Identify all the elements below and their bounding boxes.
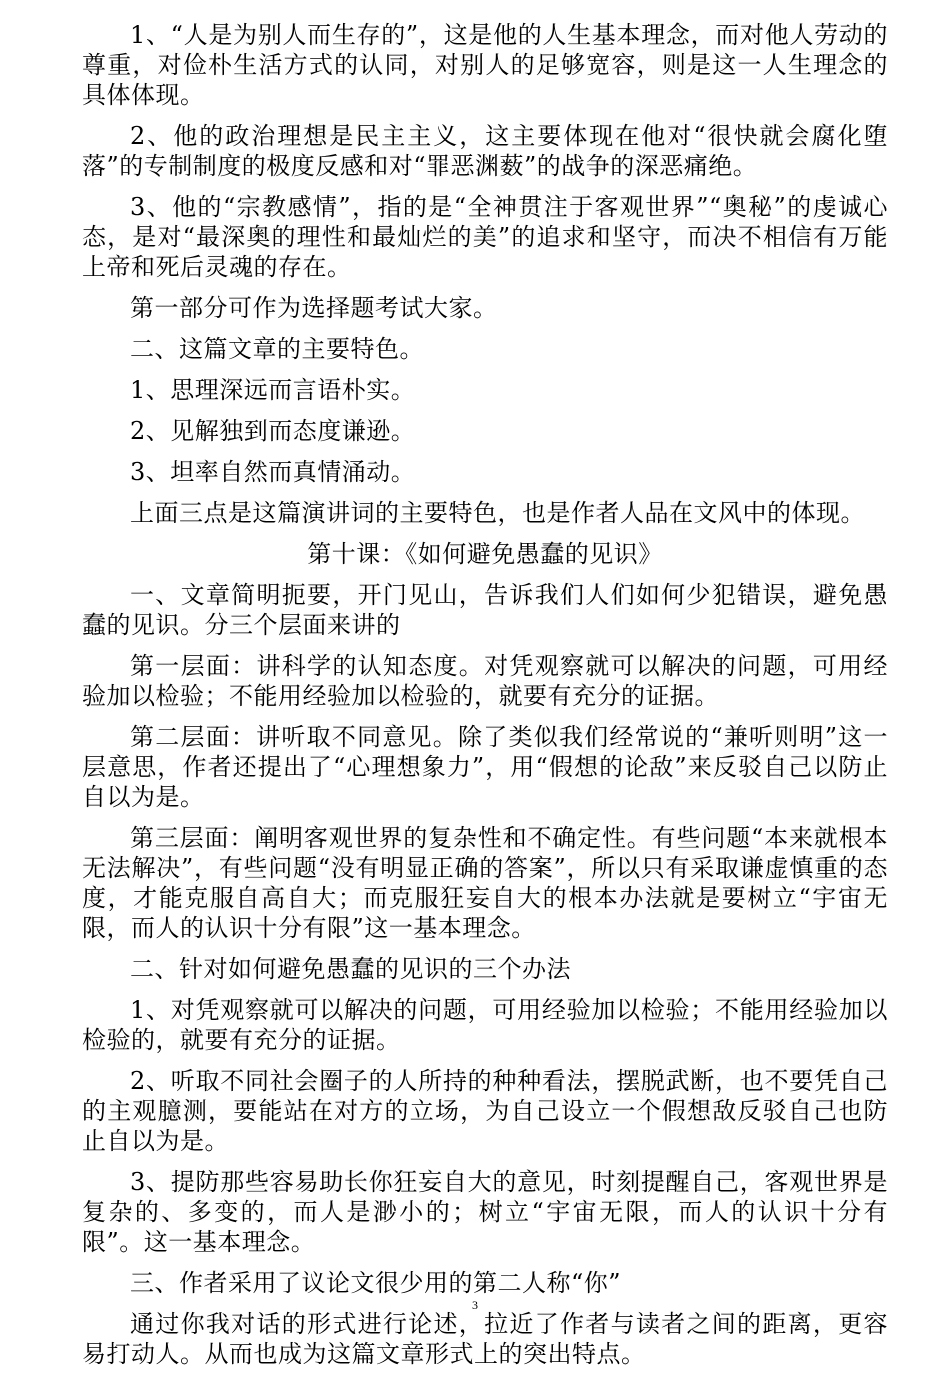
paragraph-4: 第一部分可作为选择题考试大家。 xyxy=(130,294,498,322)
paragraph-2: 2、他的政治理想是民主主义，这主要体现在他对“很快就会腐化堕落”的专制制度的极度反感和对“罪恶渊薮”的战争的深恶痛绝。 xyxy=(82,122,888,180)
method-item-3: 3、提防那些容易助长你狂妄自大的意见，时刻提醒自己，客观世界是复杂的、多变的，而人是渺小的；树立“宇宙无限，而人的认识十分有限”。这一基本理念。 xyxy=(82,1168,888,1256)
paragraph-level-2: 第二层面：讲听取不同意见。除了类似我们经常说的“兼听则明”这一层意思，作者还提出了“心理想象力”，用“假想的论敌”来反驳自己以防止自以为是。 xyxy=(82,723,888,811)
feature-item-3: 3、坦率自然而真情涌动。 xyxy=(130,458,416,486)
method-item-2: 2、听取不同社会圈子的人所持的种种看法，摆脱武断，也不要凭自己的主观臆测，要能站在对方的立场，为自己设立一个假想敌反驳自己也防止自以为是。 xyxy=(82,1067,888,1155)
section-heading-methods: 二、针对如何避免愚蠢的见识的三个办法 xyxy=(130,955,571,983)
paragraph-summary: 上面三点是这篇演讲词的主要特色，也是作者人品在文风中的体现。 xyxy=(130,499,865,527)
paragraph-1: 1、“人是为别人而生存的”，这是他的人生基本理念，而对他人劳动的尊重，对俭朴生活方式的认同，对别人的足够宽容，则是这一人生理念的具体体现。 xyxy=(82,21,888,109)
document-body xyxy=(82,20,888,1380)
section-heading-second-person: 三、作者采用了议论文很少用的第二人称“你” xyxy=(130,1269,622,1297)
paragraph-level-1: 第一层面：讲科学的认知态度。对凭观察就可以解决的问题，可用经验加以检验；不能用经验加以检验的，就要有充分的证据。 xyxy=(82,652,888,710)
method-item-1: 1、对凭观察就可以解决的问题，可用经验加以检验；不能用经验加以检验的，就要有充分的证据。 xyxy=(82,996,888,1054)
paragraph-level-3: 第三层面：阐明客观世界的复杂性和不确定性。有些问题“本来就根本无法解决”，有些问题“没有明显正确的答案”，所以只有采取谦虚慎重的态度，才能克服自高自大；而克服狂妄自大的根本办法就是要树立“宇宙无限，而人的认识十分有限”这一基本理念。 xyxy=(82,824,888,942)
feature-item-1: 1、思理深远而言语朴实。 xyxy=(130,376,416,404)
paragraph-conclusion: 通过你我对话的形式进行论述，拉近了作者与读者之间的距离，更容易打动人。从而也成为这篇文章形式上的突出特点。 xyxy=(82,1310,888,1368)
paragraph-lesson-intro: 一、文章简明扼要，开门见山，告诉我们人们如何少犯错误，避免愚蠢的见识。分三个层面来讲的 xyxy=(82,581,888,639)
lesson-title: 第十课：《如何避免愚蠢的见识》 xyxy=(307,540,663,568)
feature-item-2: 2、见解独到而态度谦逊。 xyxy=(130,417,416,445)
paragraph-3: 3、他的“宗教感情”，指的是“全神贯注于客观世界”“奥秘”的虔诚心态，是对“最深奥的理性和最灿烂的美”的追求和坚守，而决不相信有万能上帝和死后灵魂的存在。 xyxy=(82,193,888,281)
page-number: 3 xyxy=(472,1298,478,1312)
section-heading-features: 二、这篇文章的主要特色。 xyxy=(130,335,424,363)
